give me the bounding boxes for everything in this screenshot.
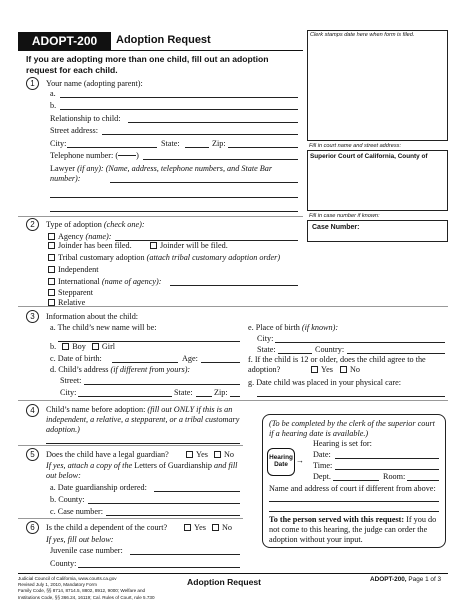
guardianship-date-label: a. Date guardianship ordered:: [50, 483, 147, 492]
street-field[interactable]: [102, 134, 298, 135]
guardian-options: [186, 450, 234, 459]
child-state-label: State:: [174, 388, 193, 397]
child-state-field[interactable]: [196, 396, 212, 397]
birth-city-field[interactable]: [275, 342, 445, 343]
parent-b-field[interactable]: [60, 109, 298, 110]
agency-option[interactable]: [48, 232, 111, 241]
prior-name-text: Child’s name before adoption:: [46, 405, 146, 414]
joinder-will-checkbox[interactable]: [150, 242, 157, 249]
lawyer-field-3[interactable]: [50, 211, 298, 212]
clerk-stamp-caption: Clerk stamps date here when form is filed.: [310, 32, 415, 38]
independent-checkbox[interactable]: [48, 266, 55, 273]
new-name-label: a. The child’s new name will be:: [50, 323, 157, 332]
hearing-word-2: Date: [274, 461, 288, 469]
section-6-number: 6: [26, 521, 39, 534]
girl-text: Girl: [101, 342, 116, 351]
child-address-label: [50, 365, 190, 374]
relative-text: Relative: [58, 298, 86, 307]
hearing-time-field[interactable]: [335, 469, 439, 470]
dependent-yes-checkbox[interactable]: [184, 524, 191, 531]
served-notice: [269, 515, 441, 545]
guardian-no-checkbox[interactable]: [214, 451, 221, 458]
stepparent-option[interactable]: [48, 288, 93, 297]
hearing-room-label: Room:: [383, 472, 406, 481]
adoption-type-text: Type of adoption: [46, 220, 102, 229]
telephone-label: [50, 151, 139, 160]
set-for-label: Hearing is set for:: [313, 439, 372, 448]
tribal-hint: (attach tribal customary adoption order): [146, 253, 281, 262]
section-1-number: 1: [26, 77, 39, 90]
guardian-yes-text: Yes: [196, 450, 208, 459]
guardianship-date-field[interactable]: [154, 491, 240, 492]
hearing-dept-label: Dept.: [313, 472, 331, 481]
prior-name-field[interactable]: [46, 443, 240, 444]
served-bold: To the person served with this request:: [269, 515, 405, 524]
footer-page-number: Page 1 of 3: [408, 576, 442, 583]
international-text: International: [58, 277, 100, 286]
case-number-box[interactable]: [307, 220, 448, 242]
guardian-hint-c: and fill out below:: [46, 461, 238, 480]
adoption-type-label: [46, 220, 145, 229]
clerk-note: (To be completed by the clerk of the superior court if a hearing date is available.): [269, 419, 435, 438]
birth-state-field[interactable]: [278, 353, 312, 354]
joinder-filed-option[interactable]: [48, 241, 132, 250]
tribal-option[interactable]: [48, 253, 280, 262]
instruction-text: If you are adopting more than one child, fill out an adoption request for each child.: [26, 54, 269, 75]
dob-field[interactable]: [112, 362, 178, 363]
city-field[interactable]: [67, 147, 157, 148]
joinder-filed-text: Joinder has been filed.: [58, 241, 132, 250]
dependent-county-field[interactable]: [78, 567, 240, 568]
hearing-box: [262, 414, 446, 548]
age-field[interactable]: [201, 362, 240, 363]
international-hint: (name of agency):: [101, 277, 162, 286]
footer-line-2: Revised July 1, 2010, Mandatory Form: [18, 582, 97, 588]
divider: [18, 306, 448, 307]
birth-country-field[interactable]: [347, 353, 445, 354]
divider: [18, 518, 243, 519]
birth-city-label: City:: [257, 334, 274, 343]
court-name-label: Superior Court of California, County of: [310, 153, 428, 160]
dob-label: c. Date of birth:: [50, 354, 102, 363]
section-3-number: 3: [26, 310, 39, 323]
footer-line-4: Institutions Code, §§ 366.24, 16119; Cal. Rules of Court, rule 5.730: [18, 594, 155, 600]
child-city-label: City:: [60, 388, 77, 397]
lawyer-label: [50, 164, 300, 184]
footer-citation: [18, 576, 155, 601]
form-title: Adoption Request: [116, 34, 211, 46]
birthplace-label: [248, 323, 338, 332]
consent-yes-checkbox[interactable]: [311, 366, 318, 373]
joinder-filed-checkbox[interactable]: [48, 242, 55, 249]
guardian-case-field[interactable]: [106, 515, 240, 516]
prior-name-hint: (fill out ONLY if this is an independent, a relative, a stepparent, or a tribal customary adoption.): [46, 405, 240, 434]
hearing-date-field[interactable]: [335, 458, 439, 459]
boy-checkbox[interactable]: [62, 343, 69, 350]
adoption-type-hint: (check one):: [103, 220, 145, 229]
juvenile-case-field[interactable]: [130, 554, 240, 555]
footer-title: Adoption Request: [187, 577, 261, 587]
parent-a-label: a.: [50, 89, 56, 98]
dependent-question: Is the child a dependent of the court?: [46, 523, 168, 532]
lawyer-field-1[interactable]: [110, 182, 298, 183]
dependent-yes-text: Yes: [194, 523, 206, 532]
tribal-text: Tribal customary adoption: [58, 253, 145, 262]
lawyer-field-2[interactable]: [50, 197, 298, 198]
telephone-field[interactable]: [143, 159, 298, 160]
child-consent-label: f. If the child is 12 or older, does the child agree to the adoption?: [248, 355, 426, 374]
joinder-will-option[interactable]: [150, 241, 228, 250]
age-label: Age:: [182, 354, 198, 363]
guardian-county-field[interactable]: [88, 503, 240, 504]
birth-country-label: Country:: [315, 345, 345, 354]
relative-checkbox[interactable]: [48, 299, 55, 306]
dependent-hint: If yes, fill out below:: [46, 535, 114, 544]
boy-text: Boy: [72, 342, 86, 351]
arrow-icon: →: [296, 456, 304, 465]
state-field[interactable]: [185, 147, 209, 148]
guardian-instruction: [46, 461, 242, 481]
city-label: City:: [50, 139, 67, 148]
stepparent-checkbox[interactable]: [48, 289, 55, 296]
parent-a-field[interactable]: [60, 97, 298, 98]
telephone-close: ): [136, 151, 139, 160]
case-caption: Fill in case number if known:: [309, 213, 380, 219]
dependent-no-text: No: [221, 523, 232, 532]
consent-options: [311, 365, 360, 374]
guardian-question: Does the child have a legal guardian?: [46, 450, 169, 459]
tribal-checkbox[interactable]: [48, 254, 55, 261]
child-city-field[interactable]: [78, 396, 172, 397]
footer-page: [370, 576, 441, 583]
child-zip-label: Zip:: [214, 388, 228, 397]
consent-yes-text: Yes: [321, 365, 333, 374]
zip-label: Zip:: [212, 139, 226, 148]
hearing-word-1: Hearing: [269, 454, 293, 461]
international-option[interactable]: [48, 277, 161, 286]
parent-b-label: b.: [50, 101, 57, 110]
birth-state-label: State:: [257, 345, 276, 354]
divider: [18, 400, 448, 401]
served-text: If you do not come to this hearing, the judge can order the adoption without your input.: [269, 515, 437, 544]
independent-option[interactable]: [48, 265, 98, 274]
hearing-time-label: Time:: [313, 461, 333, 470]
lawyer-hint: (if any): (Name, address, telephone numbers, and State Bar number):: [50, 164, 273, 183]
dependent-options: [184, 523, 232, 532]
gender-row: [50, 342, 115, 351]
court-address-field-1[interactable]: [269, 501, 439, 502]
juvenile-case-label: Juvenile case number:: [50, 546, 123, 555]
court-caption: Fill in court name and street address:: [309, 143, 402, 149]
placement-date-label: g. Date child was placed in your physical care:: [248, 378, 402, 387]
birthplace-text: e. Place of birth: [248, 323, 300, 332]
agency-text: Agency: [58, 232, 84, 241]
child-street-field[interactable]: [84, 384, 240, 385]
guardian-county-label: b. County:: [50, 495, 85, 504]
dependent-county-label: County:: [50, 559, 77, 568]
divider: [18, 216, 303, 217]
hearing-room-field[interactable]: [407, 480, 439, 481]
adopting-parent-label: Your name (adopting parent):: [46, 79, 143, 88]
independent-text: Independent: [58, 265, 99, 274]
clerk-stamp-box[interactable]: [307, 30, 448, 141]
hearing-date-badge: [267, 448, 295, 476]
hearing-date-label: Date:: [313, 450, 331, 459]
guardian-yes-checkbox[interactable]: [186, 451, 193, 458]
court-address-field-2[interactable]: [269, 511, 439, 512]
agency-hint: (name):: [85, 232, 112, 241]
agency-checkbox[interactable]: [48, 233, 55, 240]
consent-no-text: No: [349, 365, 360, 374]
stepparent-text: Stepparent: [58, 288, 94, 297]
child-zip-field[interactable]: [230, 396, 240, 397]
lawyer-word: Lawyer: [50, 164, 76, 173]
child-address-hint: (if different from yours):: [110, 365, 191, 374]
guardian-hint-b: Letters of Guardianship: [134, 461, 212, 470]
area-code-field[interactable]: [118, 155, 136, 156]
guardian-no-text: No: [223, 450, 234, 459]
court-name-box[interactable]: [307, 150, 448, 211]
prior-name-label: [46, 405, 246, 435]
footer-line-1: Judicial Council of California, www.courts.ca.gov: [18, 576, 117, 581]
header-rule: [18, 50, 303, 51]
gender-label: b.: [50, 342, 57, 351]
state-label: State:: [161, 139, 180, 148]
relationship-field[interactable]: [128, 122, 298, 123]
child-info-label: Information about the child:: [46, 312, 139, 321]
international-agency-field[interactable]: [170, 285, 298, 286]
street-label: Street address:: [50, 126, 98, 135]
child-street-label: Street:: [60, 376, 82, 385]
international-checkbox[interactable]: [48, 278, 55, 285]
footer-form-code: ADOPT-200,: [370, 576, 407, 583]
footer-line-3: Family Code, §§ 8714, 8714.5, 8802, 8912, 9000; Welfare and: [18, 588, 146, 594]
relationship-label: Relationship to child:: [50, 114, 121, 123]
section-2-number: 2: [26, 218, 39, 231]
birthplace-hint: (if known):: [301, 323, 339, 332]
footer-rule: [18, 573, 448, 574]
section-4-number: 4: [26, 404, 39, 417]
girl-checkbox[interactable]: [92, 343, 99, 350]
divider: [18, 445, 243, 446]
dependent-no-checkbox[interactable]: [212, 524, 219, 531]
section-5-number: 5: [26, 448, 39, 461]
court-address-label: Name and address of court if different from above:: [269, 484, 436, 493]
zip-field[interactable]: [228, 147, 298, 148]
guardian-case-label: c. Case number:: [50, 507, 103, 516]
case-number-label: Case Number:: [312, 224, 360, 231]
consent-no-checkbox[interactable]: [340, 366, 347, 373]
telephone-open: Telephone number: (: [50, 151, 119, 160]
guardian-hint-a: If yes, attach a copy of the: [46, 461, 133, 470]
child-address-text: d. Child’s address: [50, 365, 109, 374]
joinder-will-text: Joinder will be filed.: [160, 241, 228, 250]
hearing-dept-field[interactable]: [333, 480, 379, 481]
form-code-badge: ADOPT-200: [18, 32, 111, 50]
placement-date-field[interactable]: [257, 396, 445, 397]
